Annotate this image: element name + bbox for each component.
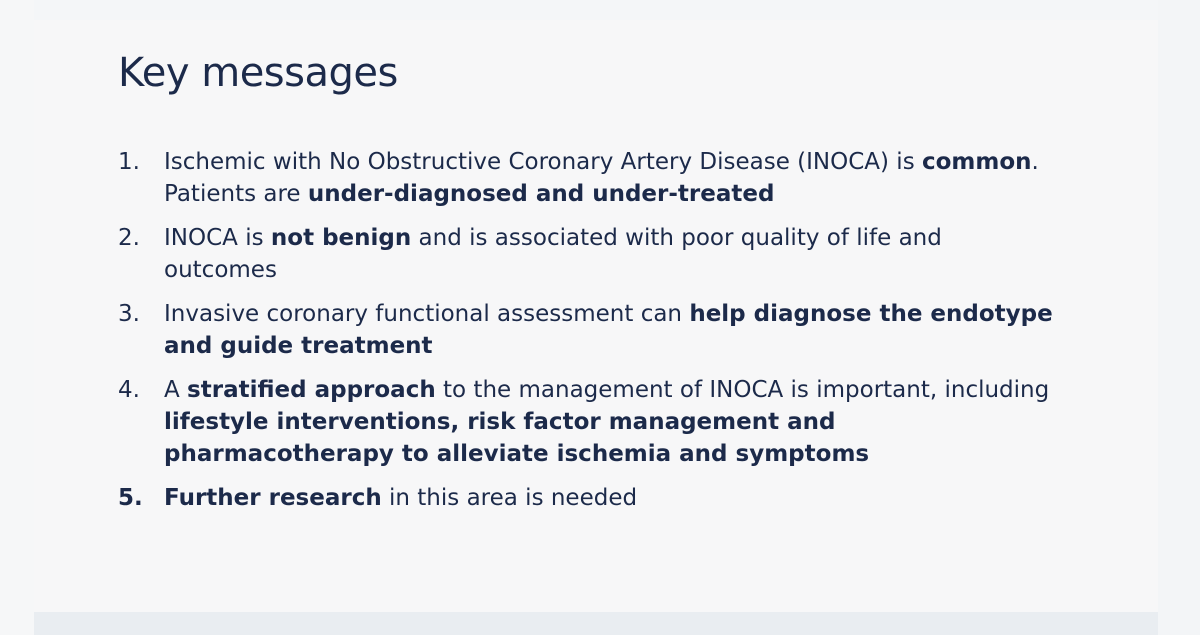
text-segment: INOCA is: [164, 225, 271, 251]
text-segment: . Patients are: [164, 149, 1039, 207]
left-margin: [0, 0, 34, 635]
text-segment: to the management of INOCA is important, including: [435, 377, 1050, 403]
list-item: [118, 298, 1058, 362]
list-item: [118, 146, 1058, 210]
item-text: [164, 222, 1058, 286]
item-text: [164, 482, 1058, 514]
bold-segment: lifestyle interventions, risk factor management and pharmacotherapy to alleviate ischemia and symptoms: [164, 409, 870, 467]
list-item: [118, 482, 1058, 514]
text-segment: in this area is needed: [381, 485, 638, 511]
item-number: 2.: [118, 225, 140, 251]
item-number: 5.: [118, 485, 143, 511]
item-text: [164, 374, 1058, 470]
top-band: [0, 0, 1200, 22]
text-segment: Invasive coronary functional assessment can: [164, 301, 690, 327]
item-text: [164, 298, 1058, 362]
bold-segment: Further research: [164, 485, 382, 511]
bold-segment: not benign: [270, 225, 412, 251]
slide-title: Key messages: [118, 50, 398, 96]
list-item: [118, 222, 1058, 286]
bold-segment: help diagnose the endotype and guide treatment: [164, 301, 1053, 359]
text-segment: Ischemic with No Obstructive Coronary Artery Disease (INOCA) is: [164, 149, 922, 175]
slide: [34, 20, 1158, 612]
item-number: 3.: [118, 301, 140, 327]
key-messages-list: [118, 146, 1058, 526]
item-number: 1.: [118, 149, 140, 175]
right-margin: [1158, 0, 1200, 635]
bold-segment: under-diagnosed and under-treated: [307, 181, 775, 207]
text-segment: and is associated with poor quality of life and outcomes: [164, 225, 942, 283]
text-segment: A: [164, 377, 188, 403]
bold-segment: stratified approach: [187, 377, 436, 403]
item-text: [164, 146, 1058, 210]
list-item: [118, 374, 1058, 470]
bold-segment: common: [922, 149, 1032, 175]
item-number: 4.: [118, 377, 140, 403]
